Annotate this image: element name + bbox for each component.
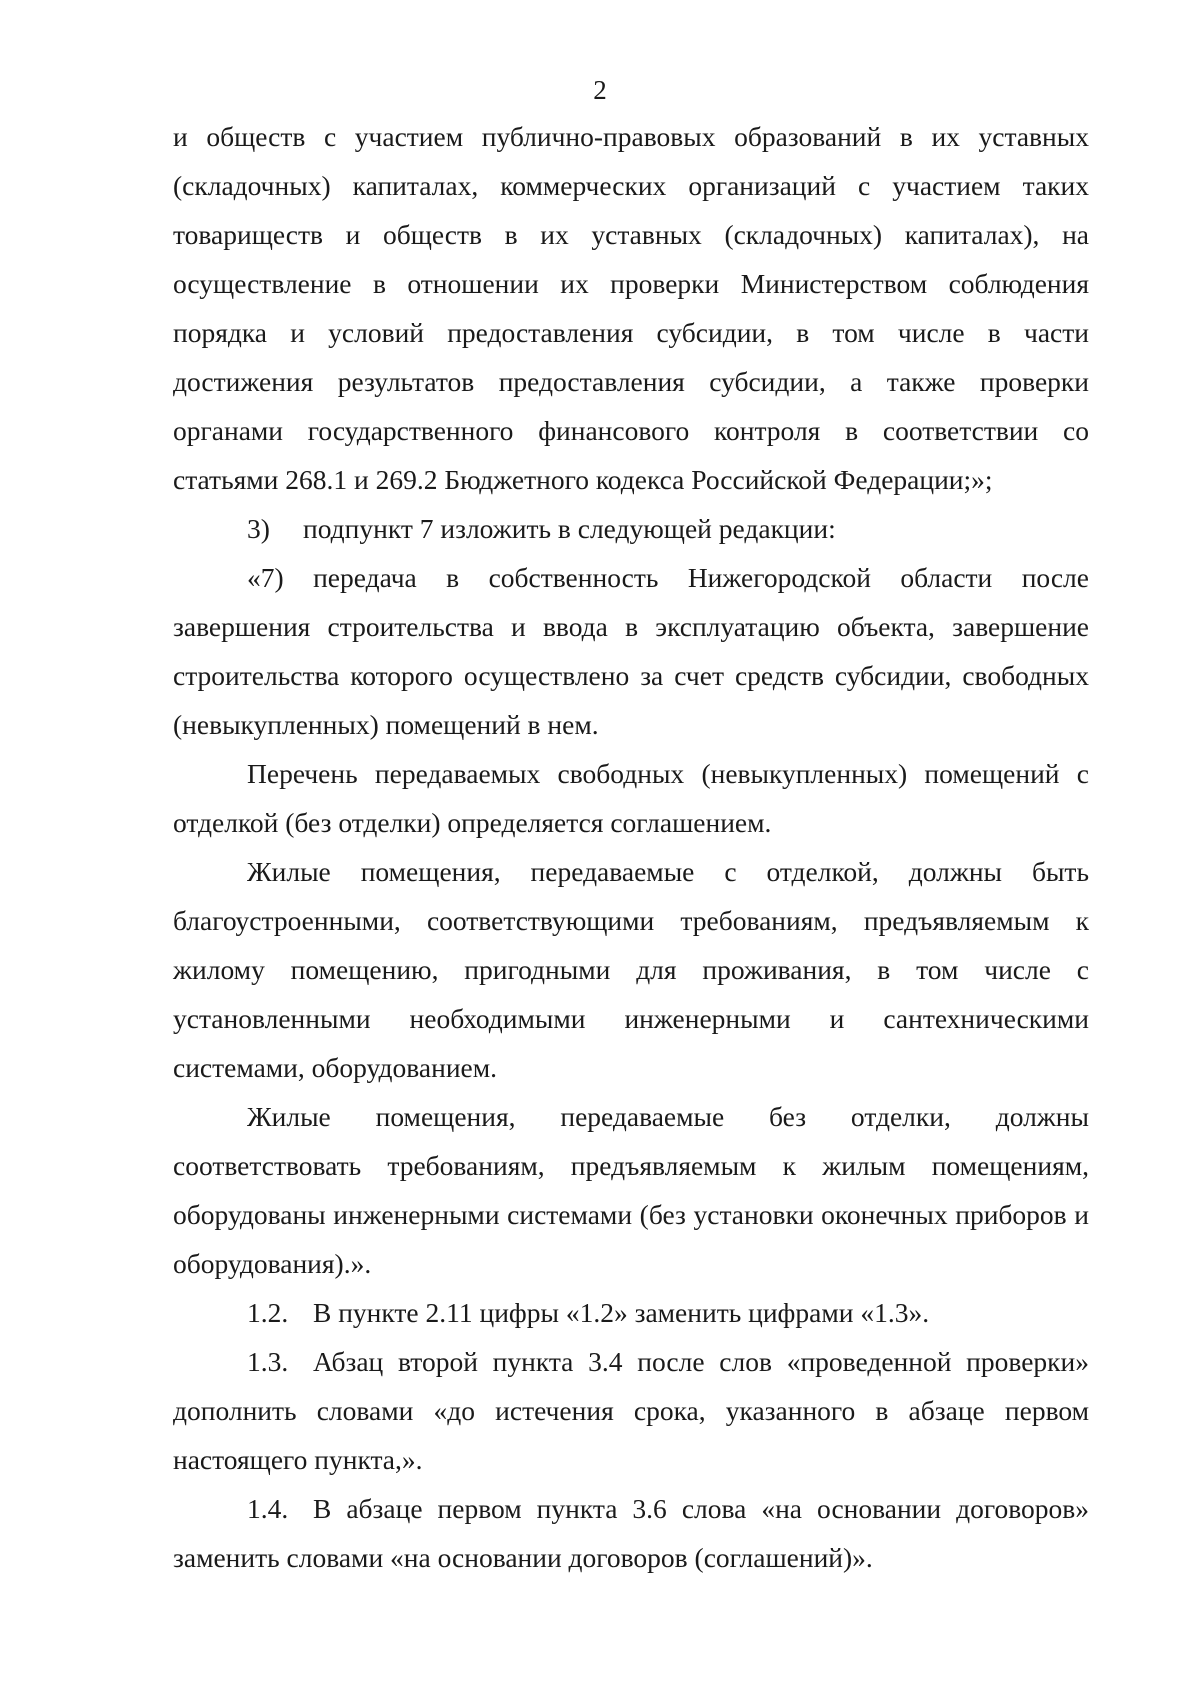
paragraph-subitem-7: «7) передача в собственность Нижегородской области после завершения строительства и ввода в эксплуатацию объекта, завершение строительства которого осуществлено за счет средств субсидии, свободных (невыкупленных) помещений в нем.	[173, 562, 1089, 740]
paragraph-premises-without-finish: Жилые помещения, передаваемые без отделки, должны соответствовать требованиям, предъявляемым к жилым помещениям, оборудованы инженерными системами (без установки оконечных приборов и оборудования).».	[173, 1101, 1089, 1279]
item-number: 3)	[247, 513, 270, 544]
paragraph-item-1-2	[173, 1288, 1089, 1337]
item-text: Абзац второй пункта 3.4 после слов «проведенной проверки» дополнить словами «до истечения срока, указанного в абзаце первом настоящего пункта,».	[173, 1346, 1089, 1475]
paragraph-premises-with-finish: Жилые помещения, передаваемые с отделкой, должны быть благоустроенными, соответствующими требованиям, предъявляемым к жилому помещению, пригодными для проживания, в том числе с установленными необходимыми инженерными и сантехническими системами, оборудованием.	[173, 856, 1089, 1083]
page-number: 2	[593, 75, 607, 105]
item-number: 1.3.	[247, 1346, 289, 1377]
item-number: 1.4.	[247, 1493, 289, 1524]
paragraph-item-3	[173, 504, 1089, 553]
item-text: В абзаце первом пункта 3.6 слова «на основании договоров» заменить словами «на основании договоров (соглашений)».	[173, 1493, 1089, 1573]
item-number: 1.2.	[247, 1297, 289, 1328]
paragraph-intro-continuation: и обществ с участием публично-правовых образований в их уставных (складочных) капиталах, коммерческих организаций с участием таких товариществ и обществ в их уставных (складочных) капиталах), на осуществление в отношении их проверки Министерством соблюдения порядка и условий предоставления субсидии, в том числе в части достижения результатов предоставления субсидии, а также проверки органами государственного финансового контроля в соответствии со статьями 268.1 и 269.2 Бюджетного кодекса Российской Федерации;»;	[173, 121, 1089, 495]
item-text: В пункте 2.11 цифры «1.2» заменить цифрами «1.3».	[313, 1297, 930, 1328]
item-text: подпункт 7 изложить в следующей редакции:	[303, 513, 836, 544]
paragraph-item-1-4	[173, 1484, 1089, 1582]
document-body	[173, 112, 1089, 1582]
paragraph-item-1-3	[173, 1337, 1089, 1484]
paragraph-premises-list: Перечень передаваемых свободных (невыкупленных) помещений с отделкой (без отделки) определяется соглашением.	[173, 758, 1089, 838]
